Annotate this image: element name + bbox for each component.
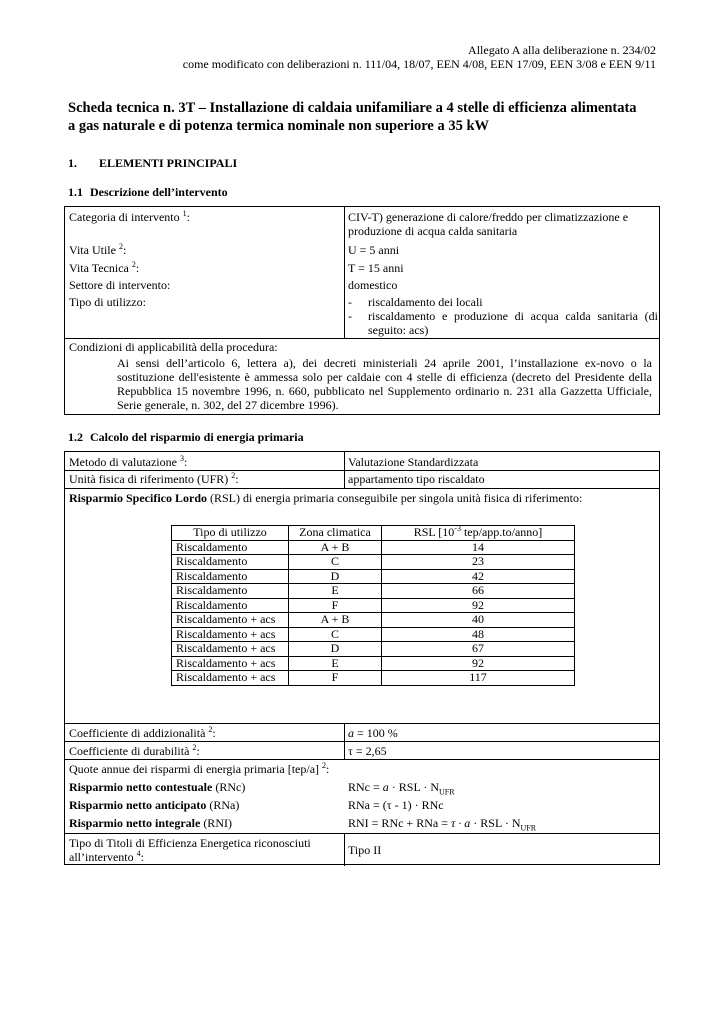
list-item: - riscaldamento e produzione di acqua calda sanitaria (di: [348, 309, 658, 323]
row-divider: [65, 833, 659, 834]
section-1-2-heading: [68, 430, 304, 445]
vita-utile-value: U = 5 anni: [348, 243, 400, 257]
vita-tecnica-label: Vita Tecnica $^2$:: [69, 260, 140, 275]
header-line-2: come modificato con deliberazioni n. 111/04, 18/07, EEN 4/08, EEN 17/09, EEN 3/08 e EEN 9/11: [182, 57, 656, 71]
table-row: Riscaldamento + acs D 67: [172, 642, 575, 657]
durabilita-label: Coefficiente di durabilità $^2$:: [69, 743, 200, 758]
header-tipo: Tipo di utilizzo: [172, 526, 289, 541]
rni-label: Risparmio netto integrale (RNI): [69, 816, 232, 830]
settore-label: Settore di intervento:: [69, 278, 171, 292]
section-1-1-label: Descrizione dell’intervento: [90, 185, 228, 199]
table-row: Riscaldamento + acs E 92: [172, 656, 575, 671]
settore-value: domestico: [348, 278, 398, 292]
table-header-row: [172, 526, 575, 541]
header-line-1: Allegato A alla deliberazione n. 234/02: [468, 43, 656, 57]
row-divider: [65, 723, 659, 724]
tipo-utilizzo-list: - riscaldamento dei locali - riscaldamento e produzione di acqua calda sanitaria (di seguito: acs): [348, 295, 658, 337]
list-item: - riscaldamento dei locali: [348, 295, 483, 309]
rsl-description: Risparmio Specifico Lordo (RSL) di energia primaria conseguibile per singola unità fisica di riferimento:: [69, 491, 583, 505]
vita-tecnica-value: T = 15 anni: [348, 261, 404, 275]
table-row: Riscaldamento A + B 14: [172, 540, 575, 555]
section-1-2-label: Calcolo del risparmio di energia primaria: [90, 430, 304, 444]
metodo-label: Metodo di valutazione $^3$:: [69, 454, 188, 469]
categoria-value: CIV-T) generazione di calore/freddo per climatizzazione e produzione di acqua calda sanitaria: [348, 210, 629, 238]
rnc-formula: RNc = a · RSL · $N_{UFR}$: [348, 780, 455, 797]
condizioni-label: Condizioni di applicabilità della procedura:: [69, 340, 278, 354]
section-1-1-heading: [68, 185, 228, 200]
calculation-box: [64, 451, 660, 865]
column-divider: [344, 207, 345, 338]
section-1-number: 1.: [68, 156, 77, 170]
ufr-value: appartamento tipo riscaldato: [348, 472, 485, 486]
table-row: Riscaldamento F 92: [172, 598, 575, 613]
quote-label: Quote annue dei risparmi di energia primaria [tep/a] $^2$:: [69, 761, 330, 776]
row-divider: [65, 759, 659, 760]
title-line-2: a gas naturale e di potenza termica nominale non superiore a 35 kW: [68, 118, 490, 134]
document-title: [68, 99, 668, 135]
table-row: Riscaldamento C 23: [172, 555, 575, 570]
table-row: Riscaldamento D 42: [172, 569, 575, 584]
addizionalita-label: Coefficiente di addizionalità $^2$:: [69, 725, 216, 740]
table-row: Riscaldamento + acs C 48: [172, 627, 575, 642]
section-1-2-number: 1.2: [68, 430, 83, 444]
header-zona: Zona climatica: [289, 526, 382, 541]
ufr-label: Unità fisica di riferimento (UFR) $^2$:: [69, 471, 239, 486]
durabilita-value: τ = 2,65: [348, 744, 387, 758]
row-divider: [65, 470, 659, 471]
rna-label: Risparmio netto anticipato (RNa): [69, 798, 240, 812]
rnc-label: Risparmio netto contestuale (RNc): [69, 780, 246, 794]
tipo-utilizzo-label: Tipo di utilizzo:: [69, 295, 146, 309]
table-row: Riscaldamento + acs A + B 40: [172, 613, 575, 628]
addizionalita-value: a = 100 %: [348, 726, 398, 740]
title-line-1: Scheda tecnica n. 3T – Installazione di caldaia unifamiliare a 4 stelle di efficienza alimentata: [68, 100, 637, 116]
condizioni-text: Ai sensi dell’articolo 6, lettera a), dei decreti ministeriali 24 aprile 2001, l’installazione ex-novo o la sostituzione dell'esistente è ammessa solo per caldaie con 4 stelle di efficienza (decreto del Presidente della Repubblica 15 novembre 1996, n. 660, pubblicato nel Supplemento ordinario n. 231 alla Gazzetta Ufficiale, Serie generale, n. 302, del 27 dicembre 1996).: [117, 356, 652, 412]
row-divider: [65, 338, 659, 339]
vita-utile-label: Vita Utile $^2$:: [69, 242, 127, 257]
tipo-titoli-value: Tipo II: [348, 843, 382, 857]
metodo-value: Valutazione Standardizzata: [348, 455, 479, 469]
row-divider: [65, 741, 659, 742]
header-rsl: RSL [$10^{-3}$ tep/app.to/anno]: [382, 526, 575, 541]
rsl-table: [171, 525, 575, 686]
description-box: [64, 206, 660, 415]
categoria-label: Categoria di intervento $^1$:: [69, 209, 190, 224]
rna-formula: RNa = (τ - 1) · RNc: [348, 798, 444, 812]
rni-formula: RNI = RNc + RNa = τ · a · RSL · $N_{UFR}$: [348, 816, 537, 833]
table-row: Riscaldamento + acs F 117: [172, 671, 575, 686]
tipo-titoli-label: Tipo di Titoli di Efficienza Energetica riconosciuti all’intervento $^4$:: [69, 836, 311, 864]
table-row: Riscaldamento E 66: [172, 584, 575, 599]
section-1-heading: [68, 156, 237, 171]
row-divider: [65, 488, 659, 489]
section-1-1-number: 1.1: [68, 185, 83, 199]
column-divider: [344, 833, 345, 866]
section-1-label: ELEMENTI PRINCIPALI: [99, 156, 238, 170]
